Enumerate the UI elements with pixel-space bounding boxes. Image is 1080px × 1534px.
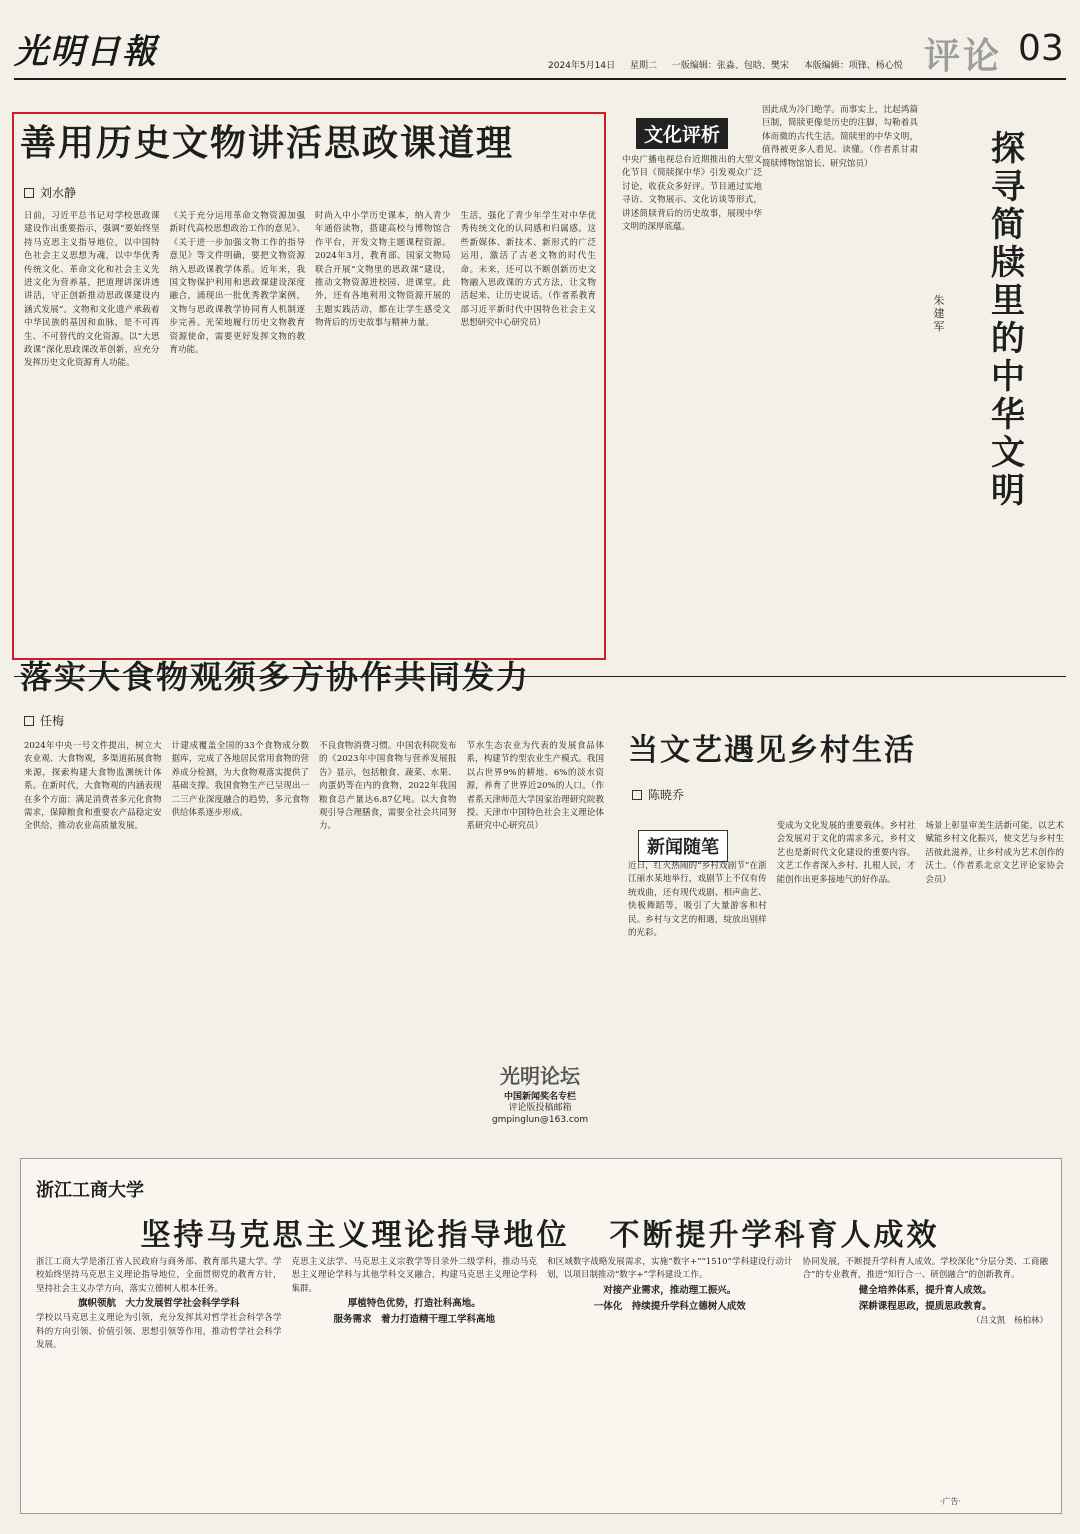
forum-box (480, 1060, 600, 1126)
article-title[interactable]: 善用历史文物讲活思政课道理 (20, 122, 515, 164)
article-title[interactable]: 落实大食物观须多方协作共同发力 (20, 658, 531, 696)
advertorial-column (36, 1256, 282, 1492)
article-column: 2024年中央一号文件提出，树立大农业观、大食物观，多渠道拓展食物来源，探索构建大食物监测统计体系。在新时代，大食物观的内涵表现在多个方面：满足消费者多元化食物需求，保障粮食和重要农产品稳定安全供给，推动农业高质量发展。 (24, 741, 162, 832)
advertorial-subheading: 深耕课程思政，提质思政教育。 (858, 1300, 992, 1312)
advertorial-body (36, 1256, 1048, 1492)
advertorial-title-part: 不断提升学科育人成效 (609, 1218, 940, 1253)
forum-email[interactable]: gmpinglun@163.com (491, 1115, 589, 1125)
vertical-article-byline: 朱建军 (933, 294, 945, 333)
vertical-article-title[interactable]: 探寻简牍里的中华文明 (991, 129, 1025, 511)
advertorial-credit: （吕文凯 杨柏林） (971, 1315, 1048, 1326)
advertorial-paragraph: 协同发展，不断提升学科育人成效。学校深化“分层分类、工商融合”的专业教育，推进“知行合一、研创融合”的创新教育。 (802, 1257, 1048, 1281)
forum-contact: 评论版投稿邮箱 (508, 1103, 572, 1113)
advertorial-title-part: 坚持马克思主义理论指导地位 (140, 1218, 570, 1253)
issue-weekday: 星期二 (629, 61, 657, 71)
page-number: 03 (1018, 28, 1064, 69)
article-byline: 陈暁乔 (632, 786, 684, 803)
article-byline: 刘水静 (24, 184, 76, 201)
article-column: 计建成覆盖全国的33个食物成分数据库，完成了各地居民常用食物的营养成分检测，为大食物观落实提供了基础支撑。我国食物生产已呈现出一二三产业深度融合的趋势，多元食物供给体系逐步形成。 (171, 741, 309, 819)
article-column: 近日，红火热闹的“乡村戏剧节”在浙江丽水某地举行，戏剧节上不仅有传统戏曲，还有现代戏剧、相声曲艺、快板舞蹈等，吸引了大量游客和村民。乡村与文艺的相遇，绽放出别样的光彩。 (628, 861, 767, 939)
article-byline: 任梅 (24, 712, 64, 729)
masthead-meta (548, 58, 915, 71)
front-editors: 一版编辑：张淼、包晗、樊宋 (671, 61, 789, 71)
issue-date: 2024年5月14日 (548, 61, 616, 71)
article-title[interactable]: 当文艺遇见乡村生活 (628, 733, 916, 768)
article-column: 节水生态农业为代表的发展食品体系，构建节约型农业生产模式。我国以占世界9%的耕地、6%的淡水资源，养育了世界近20%的人口。（作者系天津师范大学国家治理研究院教授、天津市中国特色社会主义理论体系研究中心研究员） (466, 741, 604, 832)
advertorial-paragraph: 和区域数字战略发展需求，实施“数字+”“1510”学科建设行动计划，以项目制推动“数字+”学科建设工作。 (547, 1257, 793, 1281)
culture-column-text: 中央广播电视总台近期推出的大型文化节目《简牍探中华》引发观众广泛讨论，收获众多好评。节目通过实地寻访、文物展示、文化访谈等形式，讲述简牍背后的历史故事，展现中华文明的深厚底蕴。 (622, 155, 762, 233)
advertorial-subheading: 对接产业需求，推动理工振兴。 (603, 1284, 737, 1296)
column-badge: 文化评析 (636, 118, 728, 149)
advertorial-subheading: 厚植特色优势，打造社科高地。 (347, 1298, 481, 1310)
advertorial-column (292, 1256, 538, 1492)
article-column: 不良食物消费习惯。中国农科院发布的《2023年中国食物与营养发展报告》显示，包括粮食、蔬菜、水果、肉蛋奶等在内的食物，2022年我国粮食总产量达6.87亿吨。以大食物观引导合理膳食，需要全社会共同努力。 (319, 741, 457, 832)
advertorial-subheading: 服务需求 着力打造精干理工学科高地 (333, 1314, 495, 1326)
article-column: 日前，习近平总书记对学校思政课建设作出重要指示，强调“要始终坚持马克思主义指导地位，以中国特色社会主义思想为魂，以中华优秀传统文化、革命文化和社会主义先进文化为营养基，把道理讲深讲透讲活，守正创新推动思政课建设内涵式发展”。文物和文化遗产承载着中华民族的基因和血脉，是不可再生、不可替代的文化资源。以“大思政课”深化思政课改革创新，应充分发挥历史文化资源育人功能。 (24, 211, 160, 369)
advertorial-paragraph: 学校以马克思主义理论为引领，充分发挥其对哲学社会科学各学科的方向引领、价值引领、思想引领等作用，推动哲学社会科学发展。 (36, 1313, 282, 1351)
advertorial-column (547, 1256, 793, 1492)
advertorial-org: 浙江工商大学 (36, 1180, 144, 1201)
ad-mark: ·广告· (940, 1497, 962, 1506)
advertorial-subheading: 旗帜领航 大力发展哲学社会科学学科 (77, 1298, 240, 1310)
newspaper-logo: 光明日報 (14, 32, 158, 72)
advertorial-subheading: 一体化 持续提升学科立德树人成效 (593, 1300, 746, 1312)
forum-title: 光明论坛 (500, 1064, 580, 1088)
article-column: 场景上彰显审美生活新可能，以艺术赋能乡村文化振兴，使文艺与乡村生活彼此滋养，让乡村成为艺术创作的沃土。（作者系北京文艺评论家协会会员） (925, 821, 1065, 885)
culture-column-text: 因此成为冷门绝学。而事实上，比起鸿篇巨制，简牍更像是历史的注脚，勾勒着具体而微的古代生活。简牍里的中华文明，值得被更多人看见、读懂。（作者系甘肃简牍博物馆馆长、研究馆员） (762, 105, 918, 169)
advertorial-paragraph: 克思主义法学、马克思主义宗教学等目录外二级学科，推动马克思主义理论学科与其他学科交叉融合，构建马克思主义理论学科集群。 (291, 1257, 537, 1294)
article-column: 时尚入中小学历史课本，纳入青少年通俗读物，搭建高校与博物馆合作平台，开发文物主题课程资源。2024年3月，教育部、国家文物局联合开展“文物里的思政课”建设，推动文物资源进校园、进课堂。此外，还有各地利用文物资源开展的主题实践活动，都在让学生感受文物背后的历史故事与精神力量。 (315, 211, 451, 329)
forum-subtitle: 中国新闻奖名专栏 (503, 1092, 576, 1102)
culture-column-tail (922, 540, 1062, 674)
article-column: 《关于充分运用革命文物资源加强新时代高校思想政治工作的意见》、《关于进一步加强文物工作的指导意见》等文件明确，要把文物资源纳入思政课教学体系。近年来，我国文物保护利用和思政课建设深度融合，涌现出一批优秀教学案例，文物与思政课教学协同育人机制逐步完善。光荣地履行历史文物教育资源使命，需要更好发挥文物的教育功能。 (169, 211, 305, 356)
advertorial-title[interactable] (0, 1210, 1080, 1254)
article-body (628, 820, 1064, 1130)
advertorial-paragraph: 浙江工商大学是浙江省人民政府与商务部、教育部共建大学。学校始终坚持马克思主义理论指导地位，全面贯彻党的教育方针，坚持社会主义办学方向，落实立德树人根本任务。 (36, 1257, 282, 1294)
article-body (24, 210, 596, 650)
advertorial-column (803, 1256, 1049, 1492)
advertorial-subheading: 健全培养体系，提升育人成效。 (858, 1284, 992, 1296)
masthead-rule (14, 78, 1066, 80)
section-tag: 评论 (924, 35, 1003, 77)
article-column: 变成为文化发展的重要载体。乡村社会发展对于文化的需求多元，乡村文艺也是新时代文化建设的重要内容。文艺工作者深入乡村、扎根人民，才能创作出更多接地气的好作品。 (776, 821, 916, 885)
page-editors: 本版编辑：项锋、杨心悦 (803, 61, 903, 71)
column-badge: 新闻随笔 (638, 830, 728, 862)
article-column: 生活，强化了青少年学生对中华优秀传统文化的认同感和归属感。这些新媒体、新技术、新形式的广泛运用，激活了古老文物的时代生命。未来，还可以不断创新历史文物融入思政课的方式方法，让文物活起来、让历史说话。（作者系教育部习近平新时代中国特色社会主义思想研究中心研究员） (460, 211, 596, 329)
